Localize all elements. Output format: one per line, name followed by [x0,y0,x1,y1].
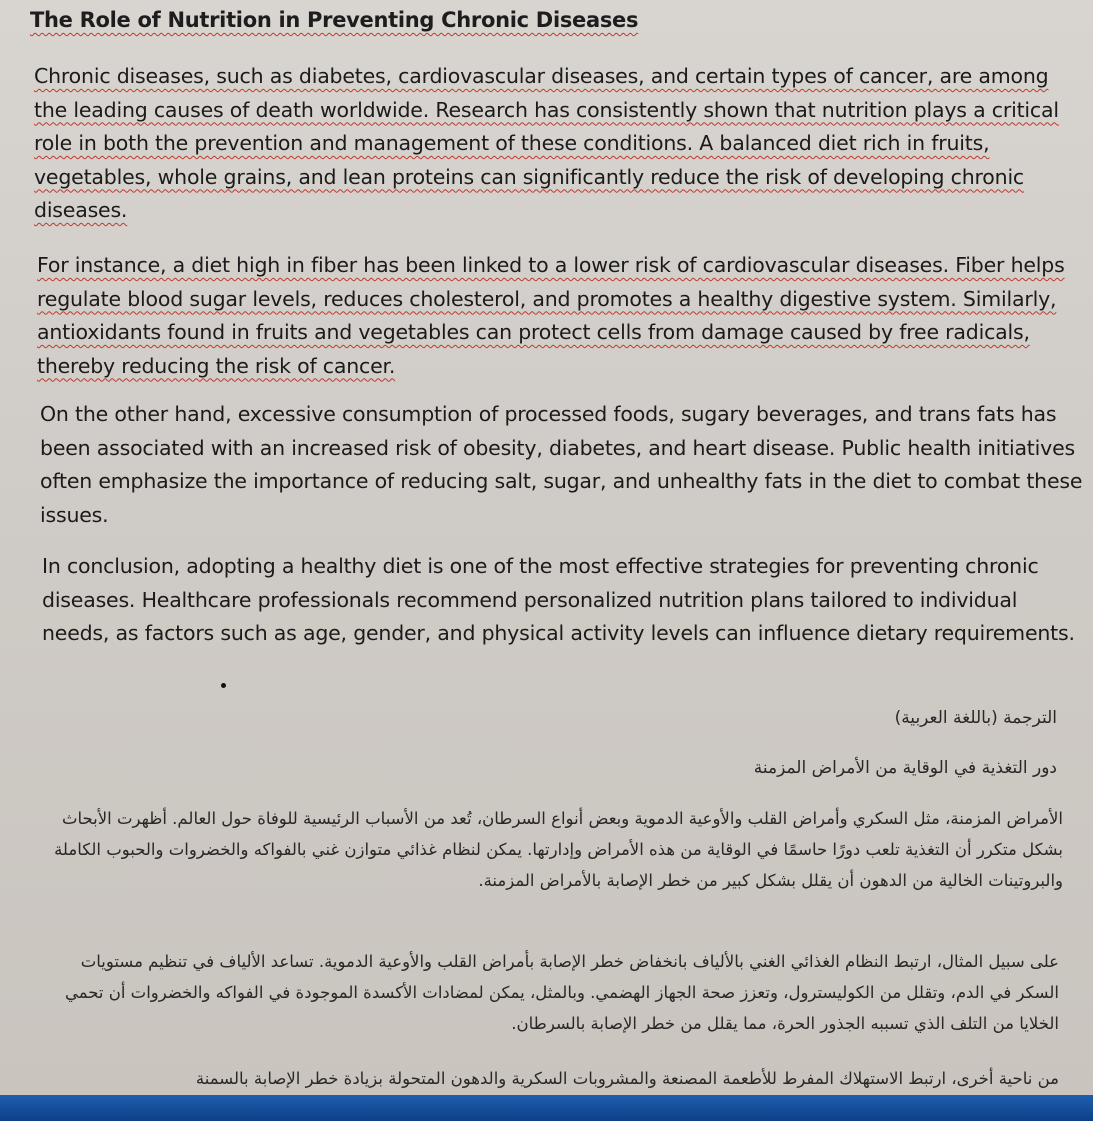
english-paragraph-3[interactable]: On the other hand, excessive consumption of processed foods, sugary beverages, and trans fats has been associated with an increased risk of obesity, diabetes, and heart disease. Public health initiatives often emphasize the importance of reducing salt, sugar, and unhealthy fats in the diet to combat these issues. [40,402,1083,527]
arabic-title: دور التغذية في الوقاية من الأمراض المزمنة [753,758,1057,778]
arabic-paragraph-3[interactable]: من ناحية أخرى، ارتبط الاستهلاك المفرط للأطعمة المصنعة والمشروبات السكرية والدهون المتحولة بزيادة خطر الإصابة بالسمنة [195,1069,1059,1088]
arabic-paragraph-1[interactable]: الأمراض المزمنة، مثل السكري وأمراض القلب والأوعية الدموية وبعض أنواع السرطان، تُعد من الأسباب الرئيسية للوفاة حول العالم. أظهرت الأبحاث بشكل متكرر أن التغذية تلعب دورًا حاسمًا في الوقاية من هذه الأمراض وإدارتها. يمكن لنظام غذائي متوازن غني بالفواكه والخضروات والحبوب الكاملة والبروتينات الخالية من الدهون أن يقلل بشكل كبير من خطر الإصابة بالأمراض المزمنة. [54,809,1063,890]
english-paragraph-2[interactable]: For instance, a diet high in fiber has been linked to a lower risk of cardiovascular diseases. Fiber helps regulate blood sugar levels, reduces cholesterol, and promotes a healthy digestive system. Similarly, antioxidants found in fruits and vegetables can protect cells from damage caused by free radicals, thereby reducing the risk of cancer. [37,253,1065,378]
taskbar-strip [0,1095,1093,1121]
english-paragraph-4[interactable]: In conclusion, adopting a healthy diet is one of the most effective strategies for preventing chronic diseases. Healthcare professionals recommend personalized nutrition plans tailored to individual needs, as factors such as age, gender, and physical activity levels can influence dietary requirements. [42,554,1075,645]
english-paragraph-1[interactable]: Chronic diseases, such as diabetes, cardiovascular diseases, and certain types of cancer, are among the leading causes of death worldwide. Research has consistently shown that nutrition plays a critical role in both the prevention and management of these conditions. A balanced diet rich in fruits, vegetables, whole grains, and lean proteins can significantly reduce the risk of developing chronic diseases. [34,64,1059,222]
arabic-paragraph-2[interactable]: على سبيل المثال، ارتبط النظام الغذائي الغني بالألياف بانخفاض خطر الإصابة بأمراض القلب والأوعية الدموية. تساعد الألياف في تنظيم مستويات السكر في الدم، وتقلل من الكوليسترول، وتعزز صحة الجهاز الهضمي. وبالمثل، يمكن لمضادات الأكسدة الموجودة في الفواكه والخضروات أن تحمي الخلايا من التلف الذي تسببه الجذور الحرة، مما يقلل من خطر الإصابة بالسرطان. [64,952,1059,1033]
arabic-translation-heading: الترجمة (باللغة العربية) [894,708,1057,728]
text-cursor [221,683,226,688]
document-title: The Role of Nutrition in Preventing Chronic Diseases [30,8,639,32]
